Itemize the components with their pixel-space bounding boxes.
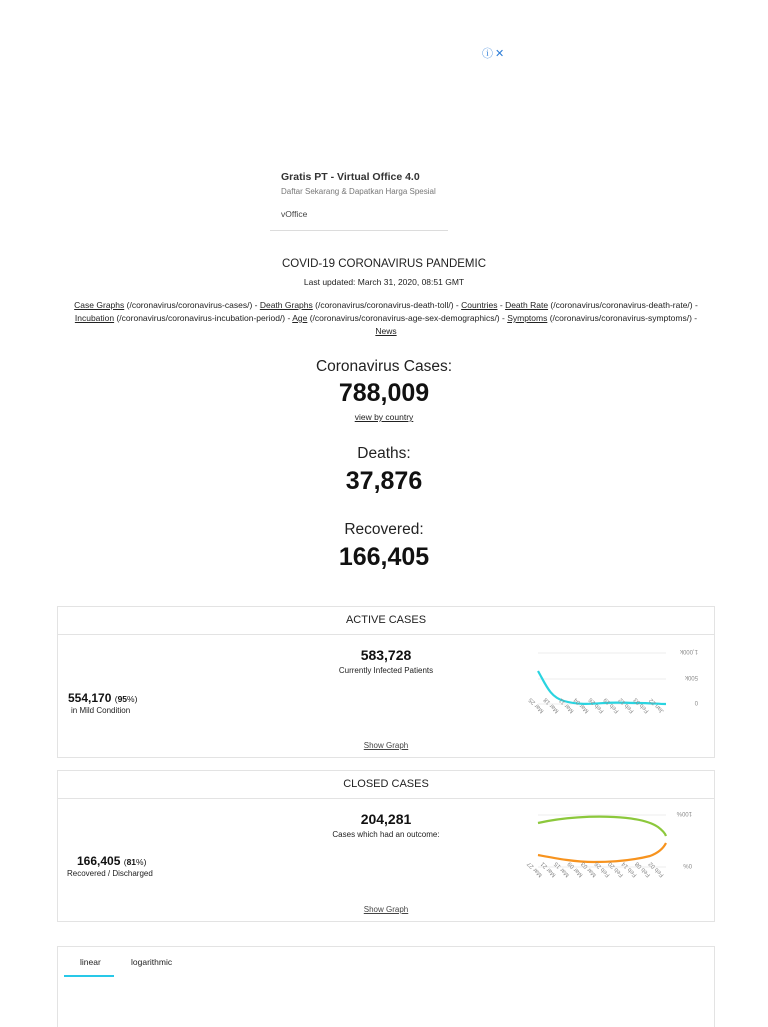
recovered-line xyxy=(538,817,666,836)
x-tick-label: Feb 12 xyxy=(617,696,636,714)
mild-condition-stat: 554,170 (95%) xyxy=(68,691,138,705)
active-cases-panel xyxy=(57,606,715,758)
x-tick-label: Jan 22 xyxy=(648,696,666,714)
x-tick-label: Mar 04 xyxy=(572,696,591,714)
deaths-value: 37,876 xyxy=(345,467,423,495)
last-updated: Last updated: March 31, 2020, 08:51 GMT xyxy=(303,277,465,287)
link-news[interactable]: News xyxy=(375,326,397,336)
y-tick-label: 0 xyxy=(694,699,698,705)
link-separator: - xyxy=(252,300,260,310)
ad-description: Daftar Sekarang & Dapatkan Harga Spesial xyxy=(281,187,436,196)
ad-title[interactable]: Gratis PT - Virtual Office 4.0 xyxy=(281,171,420,183)
x-tick-label: Feb 19 xyxy=(602,696,621,714)
closed-cases-caption: Cases which had an outcome: xyxy=(332,830,440,839)
link-path: (/coronavirus/coronavirus-incubation-period/) xyxy=(114,313,286,323)
view-by-country-link[interactable]: view by country xyxy=(354,412,414,422)
x-tick-label: Feb 26 xyxy=(587,696,606,714)
recovered-discharged-caption: Recovered / Discharged xyxy=(67,869,153,878)
y-tick-label: 0% xyxy=(683,862,692,868)
link-path: (/coronavirus/coronavirus-age-sex-demographics/) xyxy=(307,313,500,323)
y-tick-label: 500k xyxy=(684,674,698,680)
active-cases-line xyxy=(538,671,666,704)
link-separator: - xyxy=(499,313,508,323)
active-cases-header: ACTIVE CASES xyxy=(58,607,714,635)
cases-label: Coronavirus Cases: xyxy=(315,358,453,375)
closed-cases-panel xyxy=(57,770,715,922)
tab-linear[interactable]: linear xyxy=(80,957,101,967)
page-title: COVID-19 CORONAVIRUS PANDEMIC xyxy=(281,258,487,270)
x-tick-label: Feb 14 xyxy=(620,860,639,878)
show-graph-button[interactable]: Show Graph xyxy=(363,741,409,750)
x-tick-label: Mar 15 xyxy=(553,860,571,878)
recovered-discharged-value: 166,405 xyxy=(77,854,121,868)
tab-logarithmic[interactable]: logarithmic xyxy=(131,957,173,967)
info-icon[interactable]: ⓘ xyxy=(482,48,493,60)
recovered-value: 166,405 xyxy=(338,543,430,571)
mild-caption: in Mild Condition xyxy=(71,706,131,715)
recovered-label: Recovered: xyxy=(344,521,424,538)
active-cases-total: 583,728 xyxy=(360,647,412,663)
link-countries[interactable]: Countries xyxy=(461,300,498,310)
ad-choices[interactable] xyxy=(482,45,506,61)
nav-links xyxy=(44,299,728,338)
link-symptoms[interactable]: Symptoms xyxy=(507,313,548,323)
link-death-rate[interactable]: Death Rate xyxy=(505,300,549,310)
x-tick-label: Feb 08 xyxy=(634,860,652,878)
mild-pct: 95 xyxy=(117,694,128,704)
link-age[interactable]: Age xyxy=(292,313,308,323)
link-separator: - xyxy=(285,313,293,323)
link-path: (/coronavirus/coronavirus-death-rate/) xyxy=(548,300,693,310)
deaths-line xyxy=(538,843,666,862)
link-death-graphs[interactable]: Death Graphs xyxy=(259,300,313,310)
x-tick-label: Mar 11 xyxy=(558,696,576,714)
mild-value: 554,170 xyxy=(68,691,112,705)
active-cases-chart xyxy=(527,645,704,735)
link-path: (/coronavirus/coronavirus-cases/) xyxy=(124,300,253,310)
chart-scale-tabs xyxy=(57,946,715,1027)
link-case-graphs[interactable]: Case Graphs xyxy=(74,300,125,310)
link-separator: - xyxy=(691,313,698,323)
active-tab-indicator xyxy=(64,975,114,977)
deaths-label: Deaths: xyxy=(357,445,411,462)
ad-brand: vOffice xyxy=(281,209,308,219)
x-tick-label: Feb 02 xyxy=(647,860,666,878)
cases-value: 788,009 xyxy=(338,379,430,407)
x-tick-label: Mar 03 xyxy=(580,860,598,878)
link-path: (/coronavirus/coronavirus-death-toll/) xyxy=(312,300,454,310)
x-tick-label: Feb 03 xyxy=(632,696,651,714)
closed-cases-header: CLOSED CASES xyxy=(58,771,714,799)
link-separator: - xyxy=(497,300,506,310)
active-cases-caption: Currently Infected Patients xyxy=(338,666,434,675)
link-path: (/coronavirus/coronavirus-symptoms/) xyxy=(547,313,692,323)
ad-card[interactable] xyxy=(270,160,448,231)
closed-cases-total: 204,281 xyxy=(360,811,412,827)
close-icon[interactable]: ✕ xyxy=(495,48,505,60)
x-tick-label: Feb 20 xyxy=(607,860,625,878)
x-tick-label: Mar 09 xyxy=(566,860,585,878)
recovered-discharged-stat: 166,405 (81%) xyxy=(77,854,147,868)
x-tick-label: Mar 25 xyxy=(527,696,546,714)
y-tick-label: 1,000k xyxy=(679,648,698,654)
x-tick-label: Mar 27 xyxy=(526,860,544,878)
y-tick-label: 100% xyxy=(676,810,692,816)
x-tick-label: Mar 21 xyxy=(539,860,558,878)
recovered-discharged-pct: 81 xyxy=(126,857,137,867)
link-separator: - xyxy=(692,300,698,310)
closed-cases-chart xyxy=(526,807,704,901)
link-separator: - xyxy=(453,300,462,310)
link-incubation[interactable]: Incubation xyxy=(74,313,115,323)
x-tick-label: Mar 18 xyxy=(542,696,561,714)
show-graph-button[interactable]: Show Graph xyxy=(363,905,409,914)
x-tick-label: Feb 26 xyxy=(593,860,612,878)
